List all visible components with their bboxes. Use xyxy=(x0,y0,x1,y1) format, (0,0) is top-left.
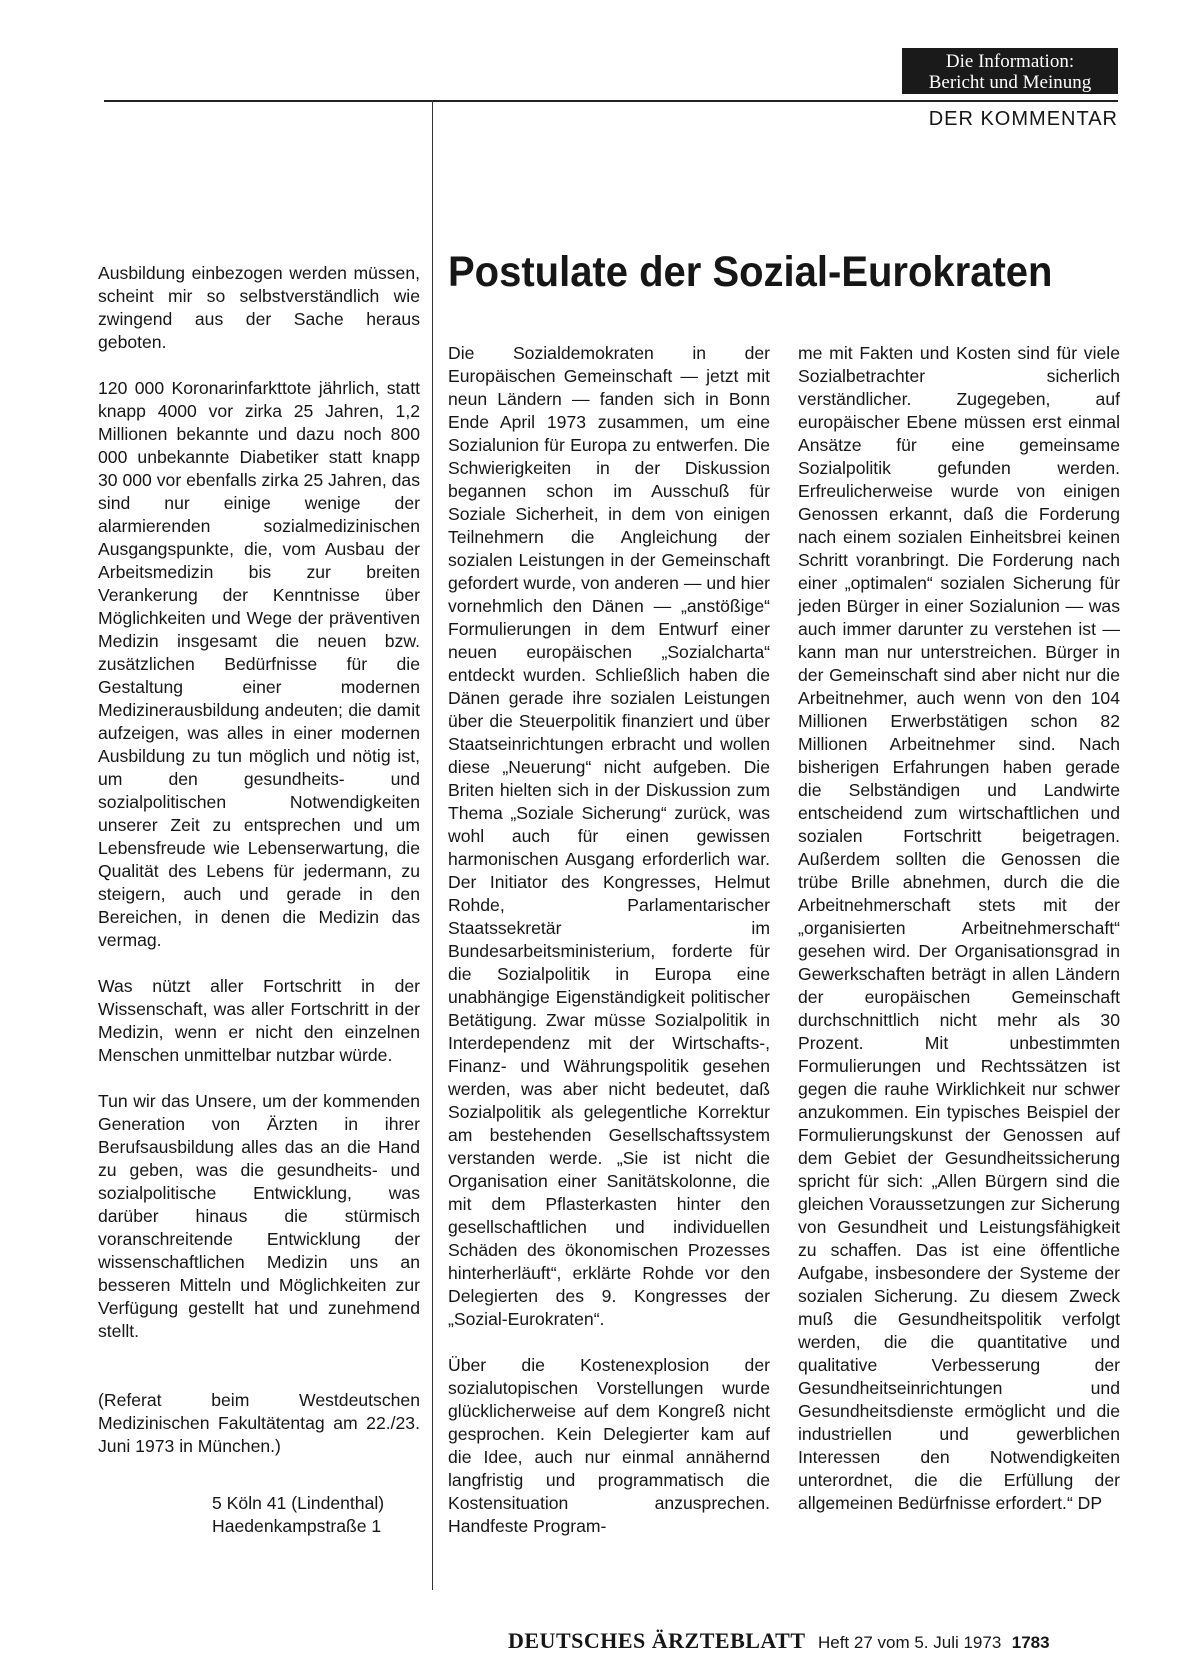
magazine-title: DEUTSCHES ÄRZTEBLATT xyxy=(508,1628,806,1653)
right-column xyxy=(798,342,1120,1538)
issue-info: Heft 27 vom 5. Juli 1973 xyxy=(817,1633,1002,1652)
left-paragraph-3: Was nützt aller Fortschritt in der Wissenschaft, was aller Fortschritt in der Medizin, wenn er nicht den einzelnen Menschen unmittelbar nutzbar würde. xyxy=(98,976,420,1065)
section-header-box xyxy=(902,48,1118,94)
page-number: 1783 xyxy=(1011,1633,1050,1652)
header-box-line1: Die Information: xyxy=(945,51,1075,72)
lecture-note: (Referat beim Westdeutschen Medizinischen Fakultätentag am 22./23. Juni 1973 in München.) xyxy=(98,1390,420,1456)
left-paragraph-1: Ausbildung einbezogen werden müssen, scheint mir so selbstverständlich wie zwingend aus der Sache heraus geboten. xyxy=(98,263,420,352)
header-box-line2: Bericht und Meinung xyxy=(928,72,1092,93)
column-divider xyxy=(432,100,433,1590)
page-footer xyxy=(508,1628,1050,1654)
middle-column xyxy=(448,342,770,1561)
right-paragraph-1: me mit Fakten und Kosten sind für viele Sozialbetrachter sicherlich verständlicher. Zugegeben, auf europäischer Ebene müssen erst einmal Ansätze für eine gemeinsame Sozialpolitik gefunden werden. Erfreulicherweise wurde von einigen Genossen erkannt, daß die Forderung nach einem sozialen Einheitsbrei keinen Schritt voranbringt. Die Forderung nach einer „optimalen“ sozialen Sicherung für jeden Bürger in einer Sozialunion — was auch immer darunter zu verstehen ist — kann man nur unterstreichen. Bürger in der Gemeinschaft sind aber nicht nur die Arbeitnehmer, auch wenn von den 104 Millionen Erwerbstätigen schon 82 Millionen Arbeitnehmer sind. Nach bisherigen Erfahrungen haben gerade die Selbständigen und Landwirte entscheidend zum wirtschaftlichen und sozialen Fortschritt beigetragen. Außerdem sollten die Genossen die trübe Brille abnehmen, durch die die Arbeitnehmerschaft stets mit der „organisierten Arbeitnehmerschaft“ gesehen wird. Der Organisationsgrad in Gewerkschaften beträgt in allen Ländern der europäischen Gemeinschaft durchschnittlich nicht mehr als 30 Prozent. Mit unbestimmten Formulierungen und Rechtssätzen ist gegen die rauhe Wirklichkeit nur schwer anzukommen. Ein typisches Beispiel der Formulierungskunst der Genossen auf dem Gebiet der Gesundheitssicherung spricht für sich: „Allen Bürgern sind die gleichen Voraussetzungen zur Sicherung von Gesundheit und Leistungsfähigkeit zu schaffen. Das ist eine öffentliche Aufgabe, insbesondere der Systeme der sozialen Sicherung. Zu diesem Zweck muß die Gesundheitspolitik verfolgt werden, die die quantitative und qualitative Verbesserung der Gesundheitseinrichtungen und Gesundheitsdienste ermöglicht und die industriellen und gewerblichen Interessen den Notwendigkeiten unterordnet, die die Erfüllung der allgemeinen Bedürfnisse erfordert.“ DP xyxy=(798,343,1120,1513)
header-rule xyxy=(104,100,1118,102)
address-line-2: Haedenkampstraße 1 xyxy=(212,1516,382,1536)
author-address xyxy=(212,1492,420,1538)
left-paragraph-2: 120 000 Koronarinfarkttote jährlich, statt knapp 4000 vor zirka 25 Jahren, 1,2 Millionen bekannte und dazu noch 800 000 unbekannte Diabetiker statt knapp 30 000 vor ebenfalls zirka 25 Jahren, das sind nur einige wenige der alarmierenden sozialmedizinischen Ausgangspunkte, die, vom Ausbau der Arbeitsmedizin bis zur breiten Verankerung der Kenntnisse über Möglichkeiten und Wege der präventiven Medizin insgesamt die neuen bzw. zusätzlichen Bedürfnisse für die Gestaltung einer modernen Medizinerausbildung andeuten; die damit aufzeigen, was alles in einer modernen Ausbildung zu tun möglich und nötig ist, um den gesundheits- und sozialpolitischen Notwendigkeiten unserer Zeit zu entsprechen und um Lebensfreude wie Lebenserwartung, die Qualität des Lebens für jedermann, zu steigern, auch und gerade in den Bereichen, in denen die Medizin das vermag. xyxy=(98,378,420,950)
left-paragraph-4: Tun wir das Unsere, um der kommenden Generation von Ärzten in ihrer Berufsausbildung alles das an die Hand zu geben, was die gesundheits- und sozialpolitische Entwicklung, was darüber hinaus die stürmisch voranschreitende Entwicklung der wissenschaftlichen Medizin uns an besseren Mitteln und Möglichkeiten zur Verfügung gestellt hat und zunehmend stellt. xyxy=(98,1091,420,1341)
article-headline: Postulate der Sozial-Eurokraten xyxy=(448,248,1053,296)
section-label: DER KOMMENTAR xyxy=(928,108,1118,130)
middle-paragraph-1: Die Sozialdemokraten in der Europäischen Gemeinschaft — jetzt mit neun Ländern — fanden sich in Bonn Ende April 1973 zusammen, um eine Sozialunion für Europa zu entwerfen. Die Schwierigkeiten in der Diskussion begannen schon im Ausschuß für Soziale Sicherheit, in dem von einigen Teilnehmern die Angleichung der sozialen Leistungen in der Gemeinschaft gefordert wurde, von anderen — und hier vornehmlich den Dänen — „anstößige“ Formulierungen in dem Entwurf einer neuen europäischen „Sozialcharta“ entdeckt wurden. Schließlich haben die Dänen gerade ihre sozialen Leistungen über die Steuerpolitik finanziert und über Staatseinrichtungen erbracht und wollen diese „Neuerung“ nicht aufgeben. Die Briten hielten sich in der Diskussion zum Thema „Soziale Sicherung“ zurück, was wohl auch für einen gewissen harmonischen Ausgang erforderlich war. Der Initiator des Kongresses, Helmut Rohde, Parlamentarischer Staatssekretär im Bundesarbeitsministerium, forderte für die Sozialpolitik in Europa eine unabhängige Eigenständigkeit politischer Betätigung. Zwar müsse Sozialpolitik in Interdependenz mit der Wirtschafts-, Finanz- und Währungspolitik gesehen werden, was aber nicht bedeutet, daß Sozialpolitik als gelegentliche Korrektur am bestehenden Gesellschaftssystem verstanden werde. „Sie ist nicht die Organisation einer Sanitätskolonne, die mit dem Pflasterkasten hinter den gesellschaftlichen und individuellen Schäden des ökonomischen Prozesses hinterherläuft“, erklärte Rohde vor den Delegierten des 9. Kongresses der „Sozial-Eurokraten“. xyxy=(448,343,770,1329)
address-line-1: 5 Köln 41 (Lindenthal) xyxy=(212,1493,385,1513)
middle-paragraph-2: Über die Kostenexplosion der sozialutopischen Vorstellungen wurde glücklicherweise auf dem Kongreß nicht gesprochen. Kein Delegierter kam auf die Idee, auch nur einmal annähernd langfristig und programmatisch die Kostensituation anzusprechen. Handfeste Program- xyxy=(448,1355,770,1536)
left-column xyxy=(98,262,420,1561)
